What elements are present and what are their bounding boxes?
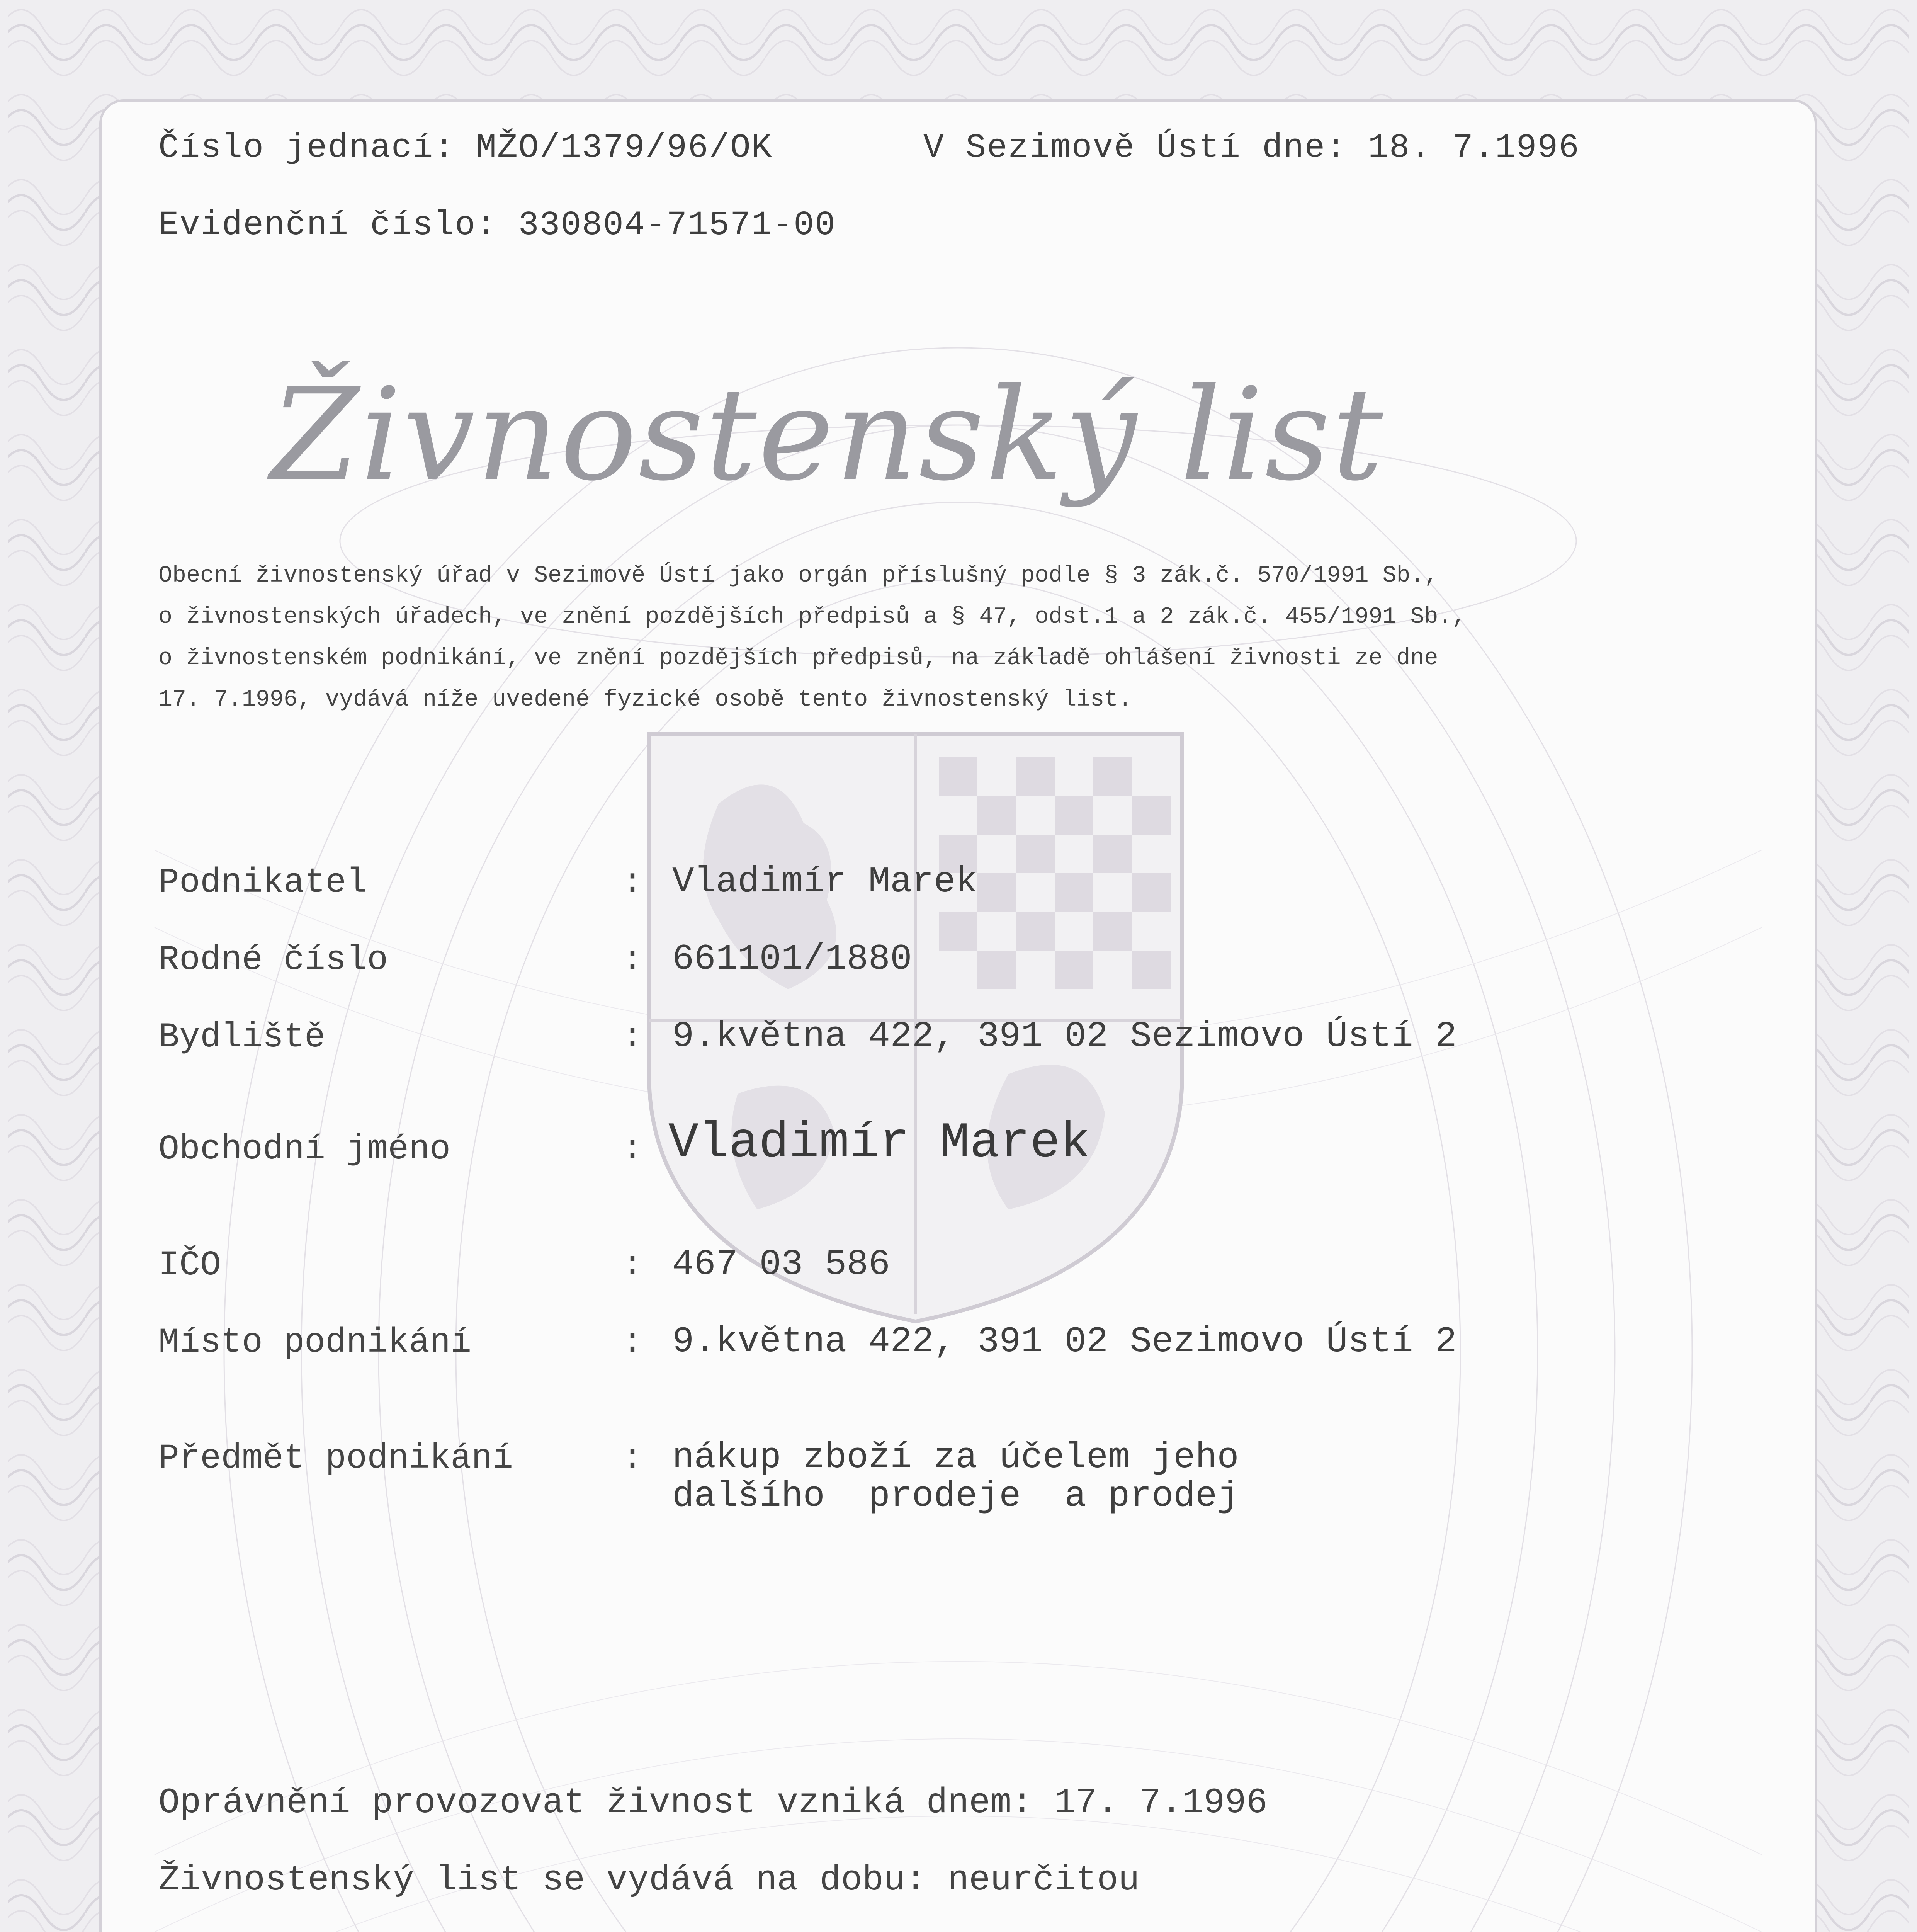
- entrepreneur-label: Podnikatel: [158, 863, 367, 903]
- ico-value: 467 03 586: [672, 1244, 891, 1285]
- ico-colon: :: [622, 1246, 643, 1285]
- residence-label: Bydliště: [158, 1018, 326, 1057]
- intro-line-2: o živnostenských úřadech, ve znění pozdějších předpisů a § 47, odst.1 a 2 zák.č. 455/1991 Sb.,: [158, 604, 1466, 630]
- business-place-value: 9.května 422, 391 02 Sezimovo Ústí 2: [672, 1321, 1457, 1362]
- subject-value-line-1: nákup zboží za účelem jeho: [672, 1437, 1239, 1478]
- residence-colon: :: [622, 1018, 643, 1057]
- subject-label: Předmět podnikání: [158, 1439, 513, 1478]
- trade-name-label: Obchodní jméno: [158, 1130, 451, 1169]
- birth-number-label: Rodné číslo: [158, 940, 388, 980]
- entrepreneur-value: Vladimír Marek: [672, 862, 977, 903]
- ico-label: IČO: [158, 1246, 221, 1285]
- residence-value: 9.května 422, 391 02 Sezimovo Ústí 2: [672, 1016, 1457, 1057]
- intro-line-1: Obecní živnostenský úřad v Sezimově Ústí jako orgán příslušný podle § 3 zák.č. 570/1991 Sb.,: [158, 563, 1438, 589]
- place-and-date: V Sezimově Ústí dne: 18. 7.1996: [923, 129, 1580, 167]
- birth-number-value: 661101/1880: [672, 939, 912, 980]
- document-title: Živnostenský list: [270, 361, 1385, 509]
- subject-value-line-2: dalšího prodeje a prodej: [672, 1476, 1239, 1517]
- subject-colon: :: [622, 1439, 643, 1478]
- entrepreneur-colon: :: [622, 863, 643, 903]
- intro-line-4: 17. 7.1996, vydává níže uvedené fyzické osobě tento živnostenský list.: [158, 687, 1132, 713]
- validity-period-statement: Živnostenský list se vydává na dobu: neurčitou: [158, 1860, 1140, 1900]
- registry-number: Evidenční číslo: 330804-71571-00: [158, 206, 836, 245]
- valid-from-statement: Oprávnění provozovat živnost vzniká dnem: 17. 7.1996: [158, 1782, 1268, 1823]
- intro-line-3: o živnostenském podnikání, ve znění pozdějších předpisů, na základě ohlášení živnosti ze dne: [158, 645, 1438, 672]
- business-place-colon: :: [622, 1323, 643, 1362]
- reference-number: Číslo jednací: MŽO/1379/96/OK: [158, 129, 773, 167]
- trade-name-value: Vladimír Marek: [668, 1115, 1091, 1172]
- trade-name-colon: :: [622, 1130, 643, 1169]
- birth-number-colon: :: [622, 940, 643, 980]
- business-place-label: Místo podnikání: [158, 1323, 472, 1362]
